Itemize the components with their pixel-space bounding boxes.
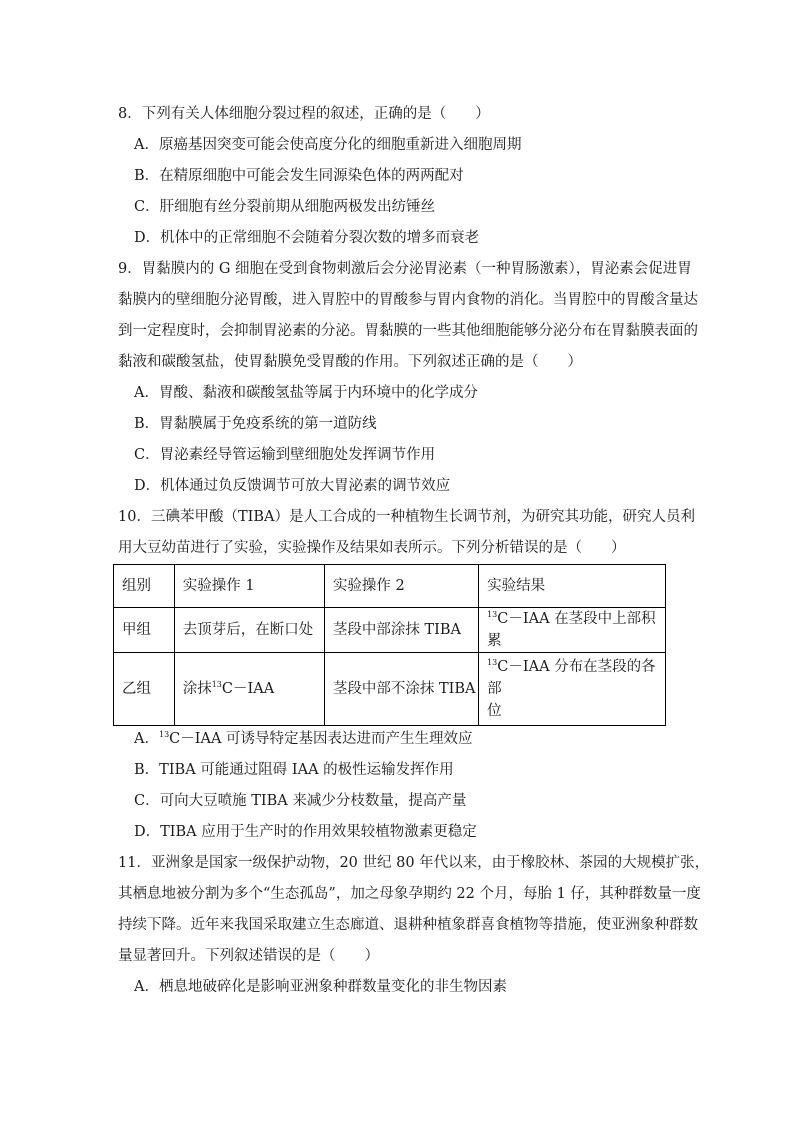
header-group: 组别: [114, 565, 175, 608]
isotope-superscript: 13: [487, 658, 498, 667]
q8-stem: 8．下列有关人体细胞分裂过程的叙述，正确的是（ ）: [118, 106, 490, 122]
cell-result-line-1: C－IAA 分布在茎段的各部: [487, 659, 656, 697]
q8-option-a: A．原癌基因突变可能会使高度分化的细胞重新进入细胞周期: [134, 137, 522, 153]
q10-option-d: D．TIBA 应用于生产时的作用效果较植物激素更稳定: [134, 824, 477, 840]
q9-option-d: D．机体通过负反馈调节可放大胃泌素的调节效应: [134, 478, 451, 494]
header-operation-1: 实验操作 1: [174, 565, 324, 608]
header-operation-2: 实验操作 2: [324, 565, 478, 608]
q8-option-c: C．肝细胞有丝分裂前期从细胞两极发出纺锤丝: [134, 199, 436, 215]
q10-option-b: B．TIBA 可能通过阻碍 IAA 的极性运输发挥作用: [134, 762, 454, 778]
cell-operation-1: [174, 653, 324, 726]
q9-option-c: C．胃泌素经导管运输到壁细胞处发挥调节作用: [134, 447, 436, 463]
table-row: [114, 608, 666, 653]
q9-stem-line-1: 9．胃黏膜内的 G 细胞在受到食物刺激后会分泌胃泌素（一种胃肠激素），胃泌素会促进胃: [118, 261, 692, 277]
q10-stem-line-1: 10．三碘苯甲酸（TIBA）是人工合成的一种植物生长调节剂，为研究其功能，研究人员利: [118, 509, 695, 525]
cell-result: [479, 608, 666, 653]
table-header-row: [114, 565, 666, 608]
cell-result-text: C－IAA 在茎段中上部积累: [487, 611, 656, 649]
q9-stem-line-2: 黏膜内的壁细胞分泌胃酸，进入胃腔中的胃酸参与胃内食物的消化。当胃腔中的胃酸含量达: [118, 292, 698, 308]
q10-stem-line-2: 用大豆幼苗进行了实验，实验操作及结果如表所示。下列分析错误的是（ ）: [118, 540, 626, 556]
cell-op1-text: 涂抹: [182, 681, 212, 697]
cell-operation-2: 茎段中部涂抹 TIBA: [324, 608, 478, 653]
cell-operation-2: 茎段中部不涂抹 TIBA: [324, 653, 478, 726]
cell-operation-1: 去顶芽后，在断口处: [174, 608, 324, 653]
q8-option-d: D．机体中的正常细胞不会随着分裂次数的增多而衰老: [134, 230, 480, 246]
q9-stem-line-3: 到一定程度时，会抑制胃泌素的分泌。胃黏膜的一些其他细胞能够分泌分布在胃黏膜表面的: [118, 323, 698, 339]
cell-group-yi: 乙组: [114, 653, 175, 726]
q11-stem-line-3: 持续下降。近年来我国采取建立生态廊道、退耕种植象群喜食植物等措施，使亚洲象种群数: [118, 917, 698, 933]
q10-option-a-prefix: A．: [134, 731, 159, 747]
q9-option-a: A．胃酸、黏液和碳酸氢盐等属于内环境中的化学成分: [134, 385, 478, 401]
q10-option-c: C．可向大豆喷施 TIBA 来减少分枝数量，提高产量: [134, 793, 467, 809]
table-row: [114, 653, 666, 726]
isotope-superscript: 13: [158, 730, 170, 739]
cell-group-jia: 甲组: [114, 608, 175, 653]
q11-option-a: A．栖息地破碎化是影响亚洲象种群数量变化的非生物因素: [134, 979, 507, 995]
experiment-table: [113, 564, 666, 726]
q9-stem-line-4: 黏液和碳酸氢盐，使胃黏膜免受胃酸的作用。下列叙述正确的是（ ）: [118, 354, 582, 370]
cell-result: [479, 653, 666, 726]
header-result: 实验结果: [479, 565, 666, 608]
q11-stem-line-1: 11．亚洲象是国家一级保护动物，20 世纪 80 年代以来，由于橡胶林、茶园的大规模扩张，: [118, 855, 710, 871]
cell-result-line-2: 位: [487, 703, 502, 719]
q11-stem-line-2: 其栖息地被分割为多个“生态孤岛”，加之母象孕期约 22 个月，每胎 1 仔，其种群数量一度: [118, 886, 701, 902]
q9-option-b: B．胃黏膜属于免疫系统的第一道防线: [134, 416, 377, 432]
q10-option-a-text: C－IAA 可诱导特定基因表达进而产生生理效应: [169, 731, 473, 747]
isotope-superscript: 13: [487, 610, 498, 619]
q10-option-a: [134, 728, 473, 750]
q8-option-b: B．在精原细胞中可能会发生同源染色体的两两配对: [134, 168, 464, 184]
cell-op1-iso: C－IAA: [221, 681, 275, 697]
isotope-superscript: 13: [211, 680, 222, 689]
q11-stem-line-4: 量显著回升。下列叙述错误的是（ ）: [118, 948, 379, 964]
